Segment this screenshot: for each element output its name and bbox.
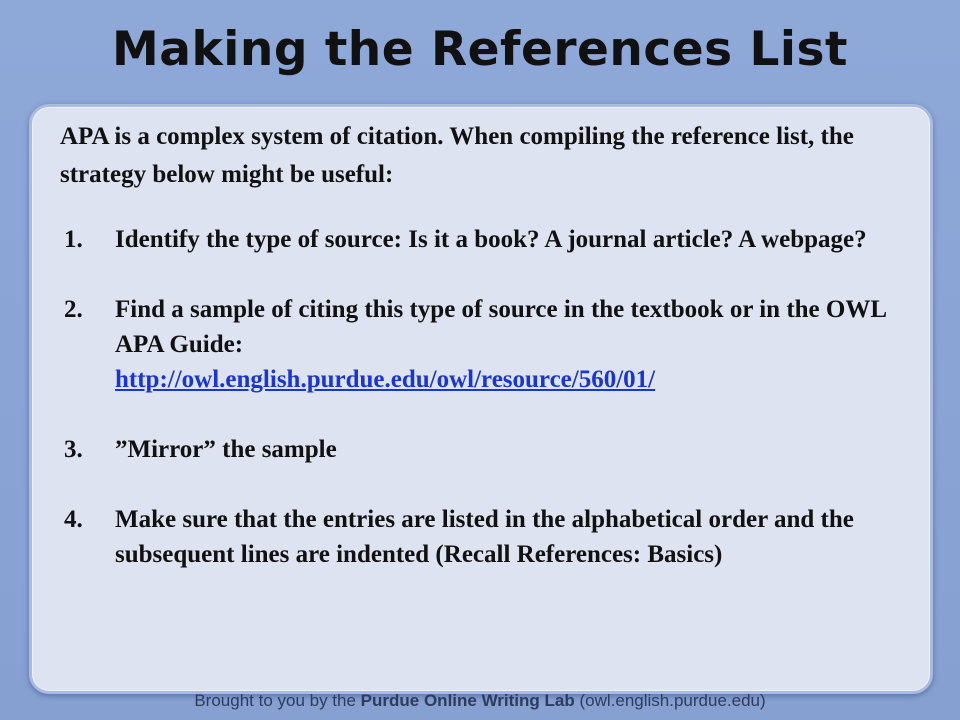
step-item (64, 292, 912, 397)
steps-list (64, 222, 912, 572)
footer-credit (0, 690, 960, 712)
owl-apa-guide-link[interactable]: http://owl.english.purdue.edu/owl/resource/560/01/ (115, 366, 656, 393)
step-number: 3. (64, 436, 83, 463)
step-number: 2. (64, 296, 83, 323)
step-text: Identify the type of source: Is it a book? A journal article? A webpage? (115, 226, 867, 253)
step-item (64, 432, 912, 467)
step-text: Find a sample of citing this type of source in the textbook or in the OWL APA Guide: (115, 296, 886, 358)
step-text: Make sure that the entries are listed in the alphabetical order and the subsequent lines are indented (Recall References: Basics) (115, 506, 854, 568)
step-number: 1. (64, 226, 83, 253)
footer-suffix: (owl.english.purdue.edu) (579, 691, 766, 710)
footer-prefix: Brought to you by the (194, 691, 356, 710)
step-text: ”Mirror” the sample (115, 436, 337, 463)
step-number: 4. (64, 506, 83, 533)
footer-brand: Purdue Online Writing Lab (360, 691, 575, 710)
step-item (64, 222, 912, 257)
slide-title: Making the References List (112, 22, 848, 77)
intro-text: APA is a complex system of citation. When compiling the reference list, the strategy below might be useful: (60, 123, 854, 188)
step-item (64, 502, 912, 572)
